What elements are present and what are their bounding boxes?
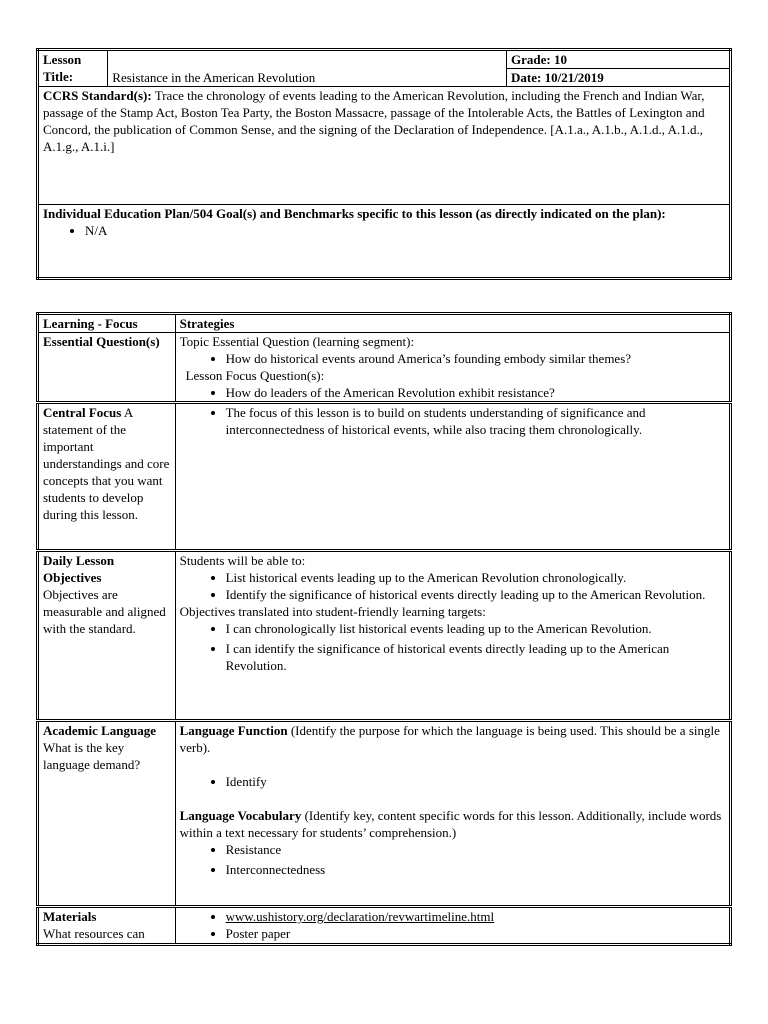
col-header-strategies: Strategies (175, 314, 730, 333)
objectives-desc: Objectives are measurable and aligned with the standard. (43, 587, 166, 636)
essential-question-label: Essential Question(s) (38, 333, 176, 403)
learning-target-item: • I can chronologically list historical events leading up to the American Revolution. (226, 620, 725, 637)
objectives-cell (175, 551, 730, 721)
language-function-item: • Identify (226, 773, 725, 790)
materials-desc: What resources can (43, 926, 145, 941)
learning-target-item: • I can identify the significance of historical events directly leading up to the American Revolution. (226, 640, 725, 674)
materials-cell (175, 907, 730, 945)
academic-language-label-cell (38, 721, 176, 907)
timeline-link[interactable]: www.ushistory.org/declaration/revwartimeline.html (225, 909, 495, 924)
language-vocabulary-label: Language Vocabulary (179, 808, 302, 823)
lesson-label-line2: Title: (43, 69, 74, 84)
academic-language-label: Academic Language (43, 723, 157, 738)
ccrs-text: Trace the chronology of events leading to the American Revolution, including the French and Indian War, passage of the Stamp Act, Boston Tea Party, the Boston Massacre, passage of the Intolerable Acts, the Battles of Lexington and Concord, the publication of Common Sense, and the signing of the Declaration of Independence. [A.1.a., A.1.b., A.1.d., A.1.d., A.1.g., A.1.i.] (43, 88, 705, 154)
objective-item: • Identify the significance of historical events directly leading up to the American Revolution. (226, 586, 725, 603)
language-function-label: Language Function (179, 723, 288, 738)
objectives-translated-label: Objectives translated into student-friendly learning targets: (179, 604, 486, 619)
ccrs-standard-cell (38, 87, 731, 205)
lesson-label-line1: Lesson (43, 52, 82, 67)
iep-item: • N/A (85, 222, 725, 239)
objectives-label: Daily Lesson Objectives (43, 553, 115, 585)
lesson-header-table (36, 48, 732, 280)
grade-cell: Grade: 10 (507, 50, 731, 69)
focus-question-label: Lesson Focus Question(s): (185, 368, 325, 383)
materials-label: Materials (43, 909, 97, 924)
academic-language-desc: What is the key language demand? (43, 740, 141, 772)
central-focus-cell (175, 403, 730, 551)
date-cell: Date: 10/21/2019 (507, 69, 731, 87)
focus-question: • How do leaders of the American Revolution exhibit resistance? (226, 384, 725, 401)
objectives-label-cell (38, 551, 176, 721)
iep-label: Individual Education Plan/504 Goal(s) and Benchmarks specific to this lesson (as directly indicated on the plan): (43, 206, 666, 221)
central-focus-label: Central Focus (43, 405, 122, 420)
language-function-desc: (Identify the purpose for which the language is being used. This should be a single verb). (179, 723, 720, 755)
objectives-intro: Students will be able to: (179, 553, 306, 568)
material-item: • Poster paper (226, 925, 725, 942)
language-vocabulary-desc: (Identify key, content specific words for this lesson. Additionally, include words within a text necessary for students’ comprehension.) (179, 808, 722, 840)
lesson-title-value: Resistance in the American Revolution (108, 50, 507, 87)
topic-question-label: Topic Essential Question (learning segment): (179, 334, 415, 349)
academic-language-cell (175, 721, 730, 907)
vocabulary-item: • Resistance (226, 841, 725, 858)
essential-question-cell (175, 333, 730, 403)
central-focus-item: • The focus of this lesson is to build on students understanding of significance and interconnectedness of historical events, while also tracing them chronologically. (226, 404, 725, 438)
central-focus-label-cell (38, 403, 176, 551)
topic-question: • How do historical events around America’s founding embody similar themes? (226, 350, 725, 367)
strategies-table (36, 312, 732, 946)
lesson-title-label (38, 50, 108, 87)
col-header-learning-focus: Learning - Focus (38, 314, 176, 333)
central-focus-desc: A statement of the important understandings and core concepts that you want students to develop during this lesson. (43, 405, 170, 522)
materials-label-cell (38, 907, 176, 945)
iep-cell (38, 205, 731, 279)
vocabulary-item: • Interconnectedness (226, 861, 725, 878)
ccrs-label: CCRS Standard(s): (43, 88, 152, 103)
objective-item: • List historical events leading up to the American Revolution chronologically. (226, 569, 725, 586)
